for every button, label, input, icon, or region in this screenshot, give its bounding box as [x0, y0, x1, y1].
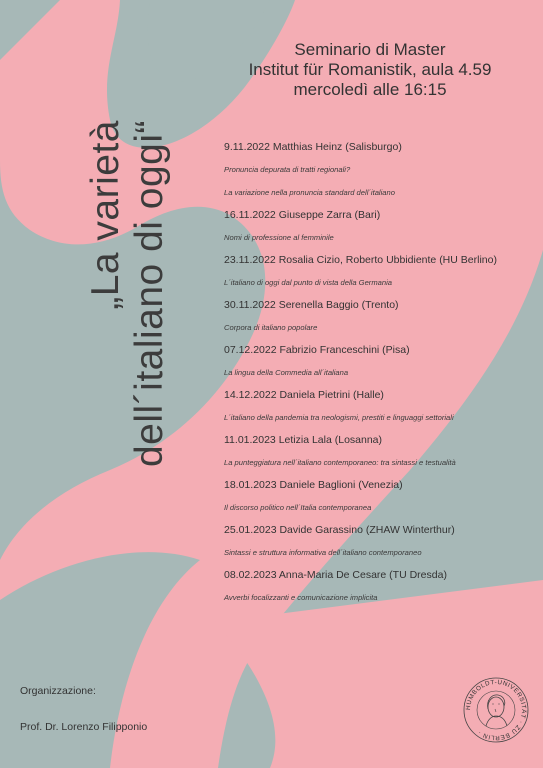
organizer-name: Prof. Dr. Lorenzo Filipponio [20, 721, 148, 733]
talk-speaker: 11.01.2023 Letizia Lala (Losanna) [224, 434, 383, 446]
talk-speaker: 18.01.2023 Daniele Baglioni (Venezia) [224, 479, 403, 491]
talk-topic: La variazione nella pronuncia standard dell´italiano [224, 188, 395, 197]
talk-topic: La punteggiatura nell´italiano contemporaneo: tra sintassi e testualità [224, 458, 456, 467]
talk-topic: L´italiano di oggi dal punto di vista della Germania [224, 278, 393, 287]
talk-schedule [224, 136, 534, 609]
talk-speaker: 07.12.2022 Fabrizio Franceschini (Pisa) [224, 344, 410, 356]
title-line-1: „La varietà [84, 120, 127, 310]
talk-topic: L´italiano della pandemia tra neologismi, prestiti e linguaggi settoriali [224, 413, 454, 422]
svg-text:HUMBOLDT-UNIVERSITÄT · ZU BERL [465, 679, 527, 741]
talk-topic: Sintassi e struttura informativa dell´italiano contemporaneo [224, 548, 422, 557]
talk-topic: Nomi di professione al femminile [224, 233, 334, 242]
organization-label: Organizzazione: [20, 685, 96, 697]
seal-text: HUMBOLDT-UNIVERSITÄT · ZU BERLIN · [464, 678, 528, 742]
seminar-location: Institut für Romanistik, aula 4.59 [248, 60, 492, 79]
seminar-time: mercoledì alle 16:15 [293, 80, 447, 99]
talk-speaker: 16.11.2022 Giuseppe Zarra (Bari) [224, 209, 381, 221]
title-line-2: dell´italiano di oggi“ [128, 120, 171, 468]
talk-speaker: 23.11.2022 Rosalia Cizio, Roberto Ubbidiente (HU Berlino) [224, 254, 497, 266]
talk-topic: Il discorso politico nell´Italia contemporanea [224, 503, 372, 512]
vertical-title [84, 120, 184, 560]
talk-speaker: 30.11.2022 Serenella Baggio (Trento) [224, 299, 399, 311]
talk-speaker: 9.11.2022 Matthias Heinz (Salisburgo) [224, 141, 402, 153]
seminar-header [220, 40, 520, 100]
talk-topic: Corpora di italiano popolare [224, 323, 318, 332]
talk-topic: Avverbi focalizzanti e comunicazione implicita [224, 593, 378, 602]
talk-speaker: 14.12.2022 Daniela Pietrini (Halle) [224, 389, 384, 401]
talk-topic: La lingua della Commedia all´italiana [224, 368, 349, 377]
seminar-type: Seminario di Master [294, 40, 446, 59]
talk-topic: Pronuncia depurata di tratti regionali? [224, 165, 351, 174]
university-seal-icon [462, 676, 530, 744]
talk-speaker: 08.02.2023 Anna-Maria De Cesare (TU Dresda) [224, 569, 447, 581]
talk-speaker: 25.01.2023 Davide Garassino (ZHAW Winterthur) [224, 524, 455, 536]
